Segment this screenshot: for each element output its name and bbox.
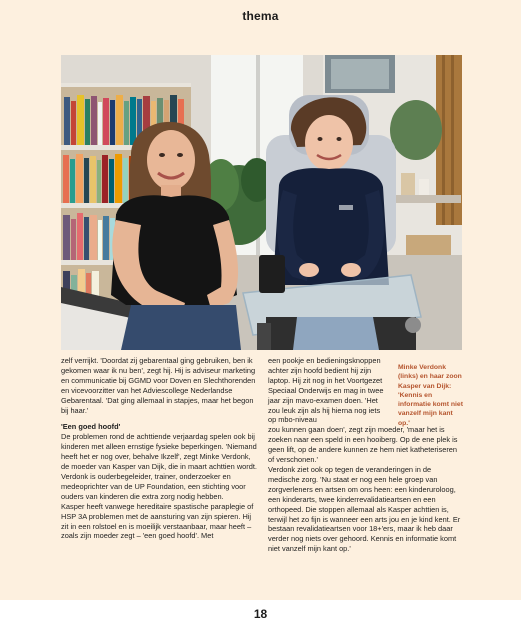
article-paragraph: Kasper heeft vanwege hereditaire spastische paraplegie of HSP 3A problemen met de aansturing van zijn spieren. Hij zit in een rolstoel en is moeilijk verstaanbaar, maar heeft – zoals zijn moeder zegt – 'een goed hoofd'. Met xyxy=(61,501,254,541)
page-number: 18 xyxy=(253,607,268,621)
article-subheading: 'Een goed hoofd' xyxy=(61,422,121,432)
article-paragraph: zou kunnen gaan doen', zegt zijn moeder, 'maar het is zoeken naar een speld in een hooiberg. Op de ene plek is geen lift, op de andere kunnen ze hem niet katheteriseren of verschonen.' xyxy=(268,425,458,465)
section-label: thema xyxy=(242,9,279,23)
article-paragraph: Verdonk ziet ook op tegen de veranderingen in de medische zorg. 'Nu staat er nog een hele groep van zorgverleners en artsen om ons heen: een kinderuroloog, een kinderarts, twee kinderrevalidatieartsen en een orthopeed. Die stoppen allemaal als Kasper achttien is, terwijl het zo fijn is wanneer een arts jou en je kind kent. Er bestaan revalidatieartsen voor 18+'ers, maar ik heb daar verder nog niets over gehoord. Kennis en informatie komt niet vanzelf mijn kant op.' xyxy=(268,464,461,554)
article-paragraph: De problemen rond de achttiende verjaardag spelen ook bij kinderen met alleen ernstige fysieke beperkingen. 'Niemand heeft het er nog over, behalve Ikzelf', zegt Minke Verdonk, de moeder van Kasper van Dijk, die in maart achttien wordt. Verdonk is ouderbegeleider, trainer, onderzoeker en medeoprichter van de UP Foundation, een stichting voor ouders van kinderen die extra zorg nodig hebben. xyxy=(61,432,257,501)
article-paragraph: een pookje en bedieningsknoppen achter zijn hoofd bedient hij zijn laptop. Hij zit nog in het Voortgezet Speciaal Onderwijs en mag in twee jaar zijn mavo-examen doen. 'Het zou leuk zijn als hij hierna nog iets op mbo-niveau xyxy=(268,356,384,425)
article-column-1 xyxy=(61,356,259,541)
photo-caption: Minke Verdonk (links) en haar zoon Kasper van Dijk: 'Kennis en informatie komt niet vanzelf mijn kant op.' xyxy=(398,364,463,427)
article-paragraph: zelf verrijkt. 'Doordat zij gebarentaal ging gebruiken, ben ik gekomen waar ik nu ben', zegt hij. Hij is adviseur marketing en communicatie bij GGMD voor Doven en Slechthorenden en vicevoorzitter van het Adviescollege Nederlandse Gebarentaal. 'Dat ging allemaal in stapjes, maar het begon bij haar.' xyxy=(61,356,256,415)
article-photo xyxy=(61,55,462,350)
